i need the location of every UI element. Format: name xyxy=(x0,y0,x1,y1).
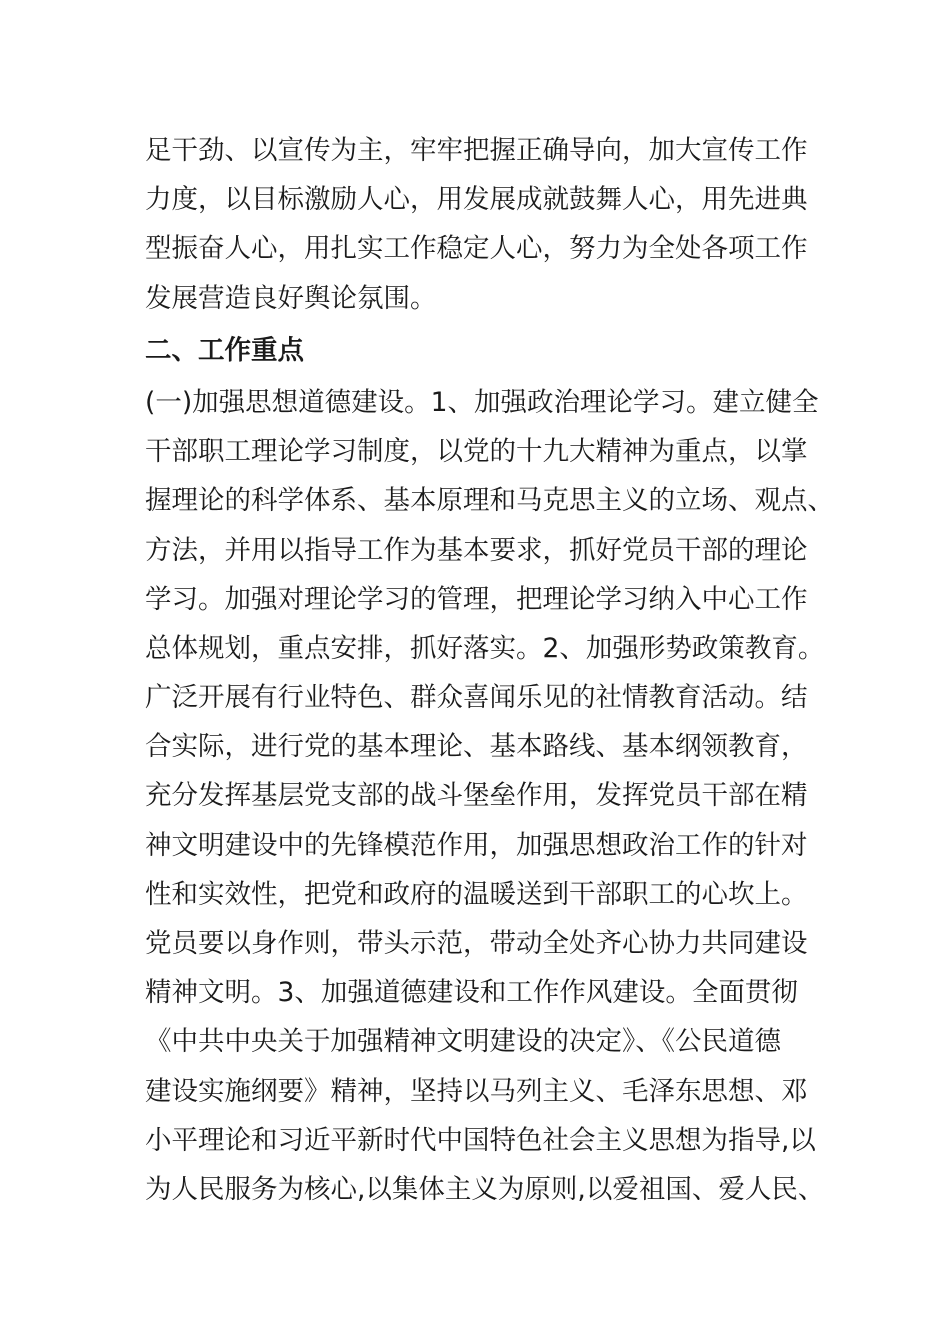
text-line: (一)加强思想道德建设。1、加强政治理论学习。建立健全 xyxy=(145,386,819,418)
text-line: 发展营造良好舆论氛围。 xyxy=(145,282,437,314)
text-line: 为人民服务为核心,以集体主义为原则,以爱祖国、爱人民、 xyxy=(145,1173,825,1205)
document-body xyxy=(145,126,834,1214)
text-line: 建设实施纲要》精神，坚持以马列主义、毛泽东思想、邓 xyxy=(145,1075,808,1107)
text-line: 精神文明。3、加强道德建设和工作作风建设。全面贯彻 xyxy=(145,977,798,1009)
text-line: 学习。加强对理论学习的管理，把理论学习纳入中心工作 xyxy=(145,583,808,615)
text-line: 方法，并用以指导工作为基本要求，抓好党员干部的理论 xyxy=(145,534,808,566)
text-line: 小平理论和习近平新时代中国特色社会主义思想为指导,以 xyxy=(145,1124,816,1156)
text-line: 干部职工理论学习制度，以党的十九大精神为重点，以掌 xyxy=(145,436,808,468)
section-heading: 二、工作重点 xyxy=(145,334,304,366)
text-line: 性和实效性，把党和政府的温暖送到干部职工的心坎上。 xyxy=(145,878,808,910)
text-line: 足干劲、以宣传为主，牢牢把握正确导向，加大宣传工作 xyxy=(145,135,808,166)
text-line: 党员要以身作则，带头示范，带动全处齐心协力共同建设 xyxy=(145,928,808,959)
text-line: 握理论的科学体系、基本原理和马克思主义的立场、观点、 xyxy=(145,485,834,517)
text-line: 充分发挥基层党支部的战斗堡垒作用，发挥党员干部在精 xyxy=(145,780,808,812)
text-line: 神文明建设中的先锋模范作用，加强思想政治工作的针对 xyxy=(145,829,808,861)
paragraph-work-focus xyxy=(145,378,834,1214)
text-line: 合实际，进行党的基本理论、基本路线、基本纲领教育， xyxy=(145,731,808,763)
text-line: 型振奋人心，用扎实工作稳定人心，努力为全处各项工作 xyxy=(145,233,808,265)
text-line: 总体规划，重点安排，抓好落实。2、加强形势政策教育。 xyxy=(145,632,825,664)
text-line: 广泛开展有行业特色、群众喜闻乐见的社情教育活动。结 xyxy=(145,682,808,714)
text-line: 《中共中央关于加强精神文明建设的决定》、《公民道德 xyxy=(145,1026,781,1058)
paragraph-intro xyxy=(145,126,808,323)
text-line: 力度，以目标激励人心，用发展成就鼓舞人心，用先进典 xyxy=(145,184,808,216)
